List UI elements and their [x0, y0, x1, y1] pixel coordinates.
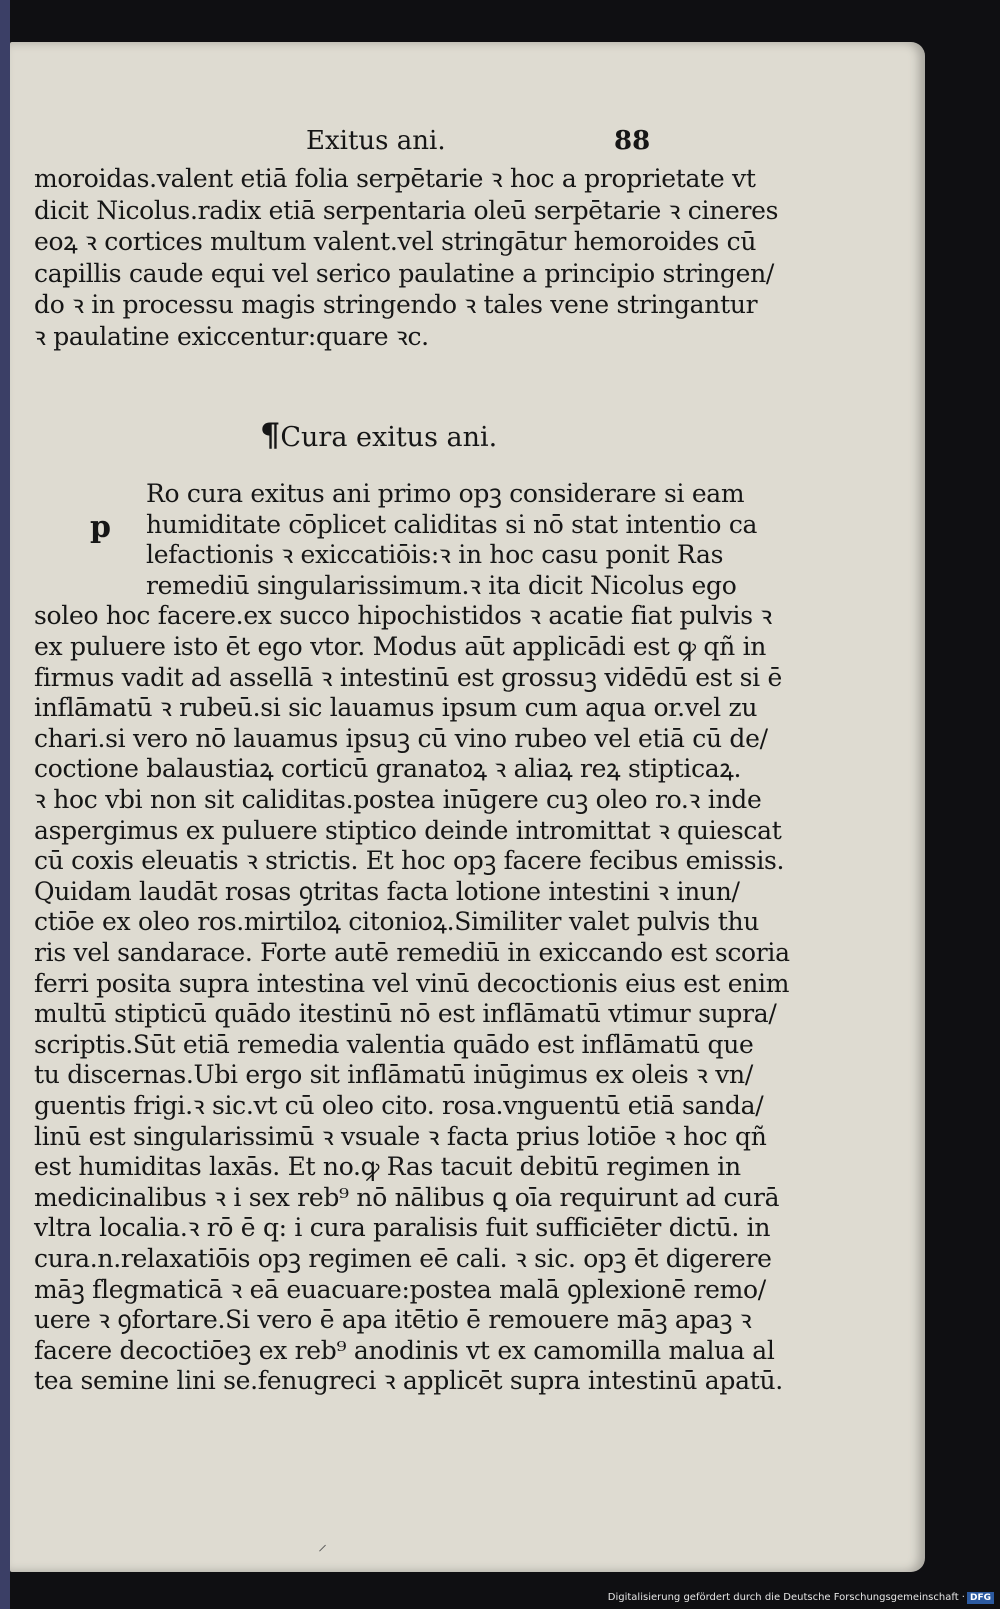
text-line: soleo hoc facere.ex succo hipochistidos ꝛ acatie fiat pulvis ꝛ [34, 601, 772, 631]
text-line: chari.si vero nō lauamus ipsuꝫ cū vino rubeo vel etiā cū de/ [34, 723, 768, 753]
running-head [34, 126, 896, 166]
text-line: ris vel sandarace. Forte autē remediū in exiccando est scoria [34, 938, 790, 967]
dfg-logo: DFG [967, 1592, 994, 1604]
text-line: lefactionis ꝛ exiccatiōis:ꝛ in hoc casu ponit Ras [146, 540, 724, 570]
text-line: māꝫ flegmaticā ꝛ eā euacuare:postea malā ꝯplexionē remo/ [34, 1274, 766, 1304]
text-line: uere ꝛ ꝯfortare.Si vero ē apa itētio ē remouere māꝫ apaꝫ ꝛ [34, 1305, 752, 1335]
initial-guide-letter: p [90, 510, 111, 545]
text-line: cura.n.relaxatiōis opꝫ regimen eē cali. ꝛ sic. opꝫ ēt digerere [34, 1244, 772, 1273]
text-line: cū coxis eleuatis ꝛ strictis. Et hoc opꝫ facere fecibus emissis. [34, 846, 785, 876]
margin-mark: ⸝ [318, 1534, 327, 1555]
text-line: capillis caude equi vel serico paulatine a principio stringen/ [34, 258, 775, 288]
book-page [10, 42, 925, 1572]
text-line: firmus vadit ad assellā ꝛ intestinū est grossuꝫ vidēdū est si ē [34, 662, 782, 692]
text-line: ctiōe ex oleo ros.mirtiloꝝ citonioꝝ.Similiter valet pulvis thu [34, 907, 760, 937]
text-line: remediū singularissimum.ꝛ ita dicit Nicolus ego [146, 570, 737, 600]
text-line: medicinalibus ꝛ i sex reb⁹ nō nālibus ꝗ oīa requirunt ad curā [34, 1182, 780, 1212]
page-text-block [34, 42, 896, 1572]
text-line: humiditate cōplicet caliditas si nō stat intentio ca [146, 509, 758, 539]
text-line: tea semine lini se.fenugreci ꝛ applicēt supra intestinū apatū. [34, 1366, 783, 1396]
folio-number: 88 [614, 126, 651, 156]
text-line: aspergimus ex puluere stiptico deinde intromittat ꝛ quiescat [34, 815, 782, 845]
pilcrow-mark: ¶ [260, 416, 281, 454]
text-line: Ro cura exitus ani primo opꝫ considerare si eam [146, 479, 745, 508]
text-line: ferri posita supra intestina vel vinū decoctionis eius est enim [34, 968, 790, 998]
text-line: moroidas.valent etiā folia serpētarie ꝛ hoc a proprietate vt [34, 164, 756, 193]
section-heading-text: Cura exitus ani. [280, 422, 498, 453]
footer-credit-text: Digitalisierung gefördert durch die Deutsche Forschungsgemeinschaft · [607, 1592, 965, 1603]
text-line: do ꝛ in processu magis stringendo ꝛ tales vene stringantur [34, 290, 758, 320]
text-line: vltra localia.ꝛ rō ē q: i cura paralisis fuit sufficiēter dictū. in [34, 1213, 771, 1243]
text-line: coctione balaustiaꝝ corticū granatoꝝ ꝛ aliaꝝ reꝝ stipticaꝝ. [34, 754, 742, 784]
section-heading [260, 416, 497, 454]
text-line: inflāmatū ꝛ rubeū.si sic lauamus ipsum cum aqua or.vel zu [34, 693, 758, 723]
text-line: linū est singularissimū ꝛ vsuale ꝛ facta prius lotiōe ꝛ hoc qñ [34, 1121, 767, 1151]
text-line: scriptis.Sūt etiā remedia valentia quādo est inflāmatū que [34, 1029, 754, 1059]
text-line: ex puluere isto ēt ego vtor. Modus aūt applicādi est ꝙ qñ in [34, 632, 767, 661]
text-line: tu discernas.Ubi ergo sit inflāmatū inūgimus ex oleis ꝛ vn/ [34, 1060, 753, 1090]
text-line: est humiditas laxās. Et no.ꝙ Ras tacuit debitū regimen in [34, 1152, 741, 1182]
text-line: eoꝝ ꝛ cortices multum valent.vel stringātur hemoroides cū [34, 227, 757, 257]
text-line: ꝛ hoc vbi non sit caliditas.postea inūgere cuꝫ oleo ro.ꝛ inde [34, 785, 762, 814]
text-line: dicit Nicolus.radix etiā serpentaria oleū serpētarie ꝛ cineres [34, 195, 779, 225]
text-line: Quidam laudāt rosas ꝯtritas facta lotione intestini ꝛ inun/ [34, 876, 740, 906]
digitization-footer [608, 1592, 994, 1606]
text-line: multū stipticū quādo itestinū nō est inflāmatū vtimur supra/ [34, 999, 777, 1029]
running-title: Exitus ani. [306, 126, 446, 156]
text-line: guentis frigi.ꝛ sic.vt cū oleo cito. rosa.vnguentū etiā sanda/ [34, 1091, 764, 1120]
text-line: ꝛ paulatine exiccentur:quare ꝛc. [34, 322, 429, 351]
text-line: facere decoctiōeꝫ ex reb⁹ anodinis vt ex camomilla malua al [34, 1335, 775, 1365]
scan-edge-strip [0, 0, 10, 1609]
